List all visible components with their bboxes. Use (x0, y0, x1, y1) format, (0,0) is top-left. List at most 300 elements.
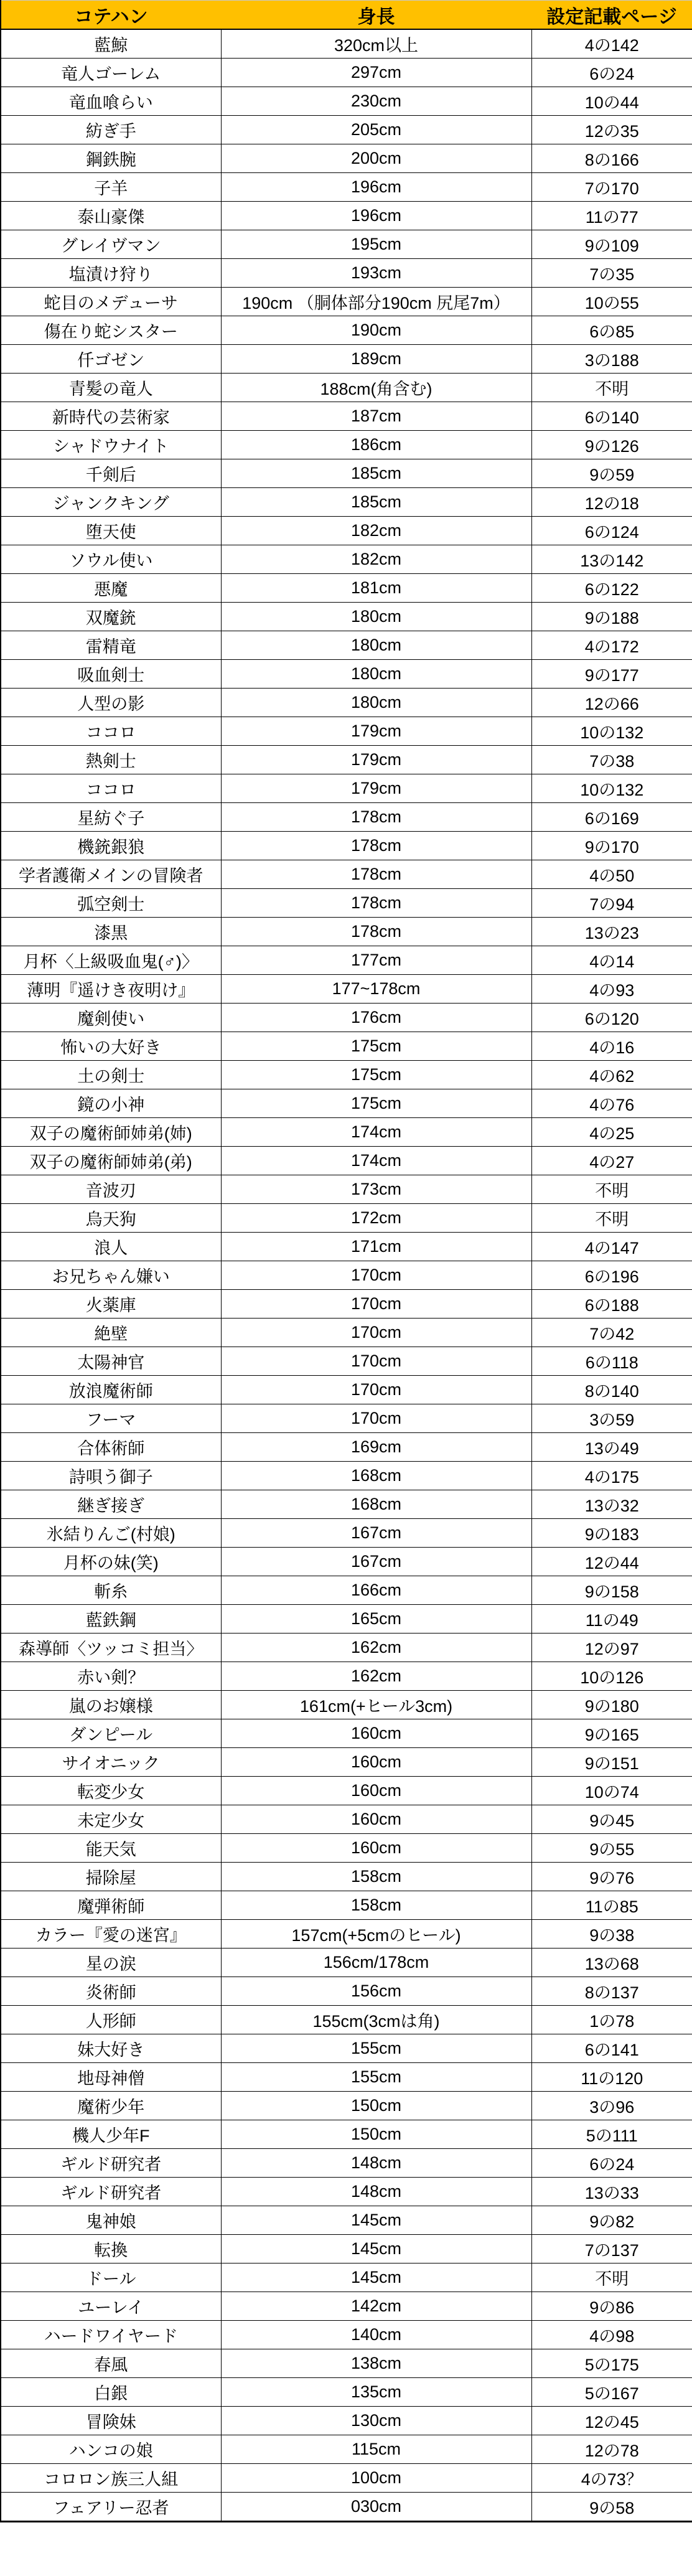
cell-kotehan: 森導師〈ツッコミ担当〉 (1, 1634, 221, 1662)
cell-kotehan: ハンコの娘 (1, 2435, 221, 2464)
cell-height: 156cm/178cm (221, 1948, 531, 1977)
cell-page: 10の74 (531, 1777, 692, 1805)
table-row (1, 1175, 692, 1204)
cell-kotehan: 太陽神官 (1, 1347, 221, 1376)
table-row (1, 774, 692, 803)
table-row (1, 1261, 692, 1290)
cell-kotehan: 機人少年F (1, 2120, 221, 2149)
table-row (1, 1977, 692, 2006)
cell-height: 170cm (221, 1347, 531, 1376)
cell-kotehan: 蛇目のメデューサ (1, 288, 221, 316)
cell-kotehan: 魔剣使い (1, 1004, 221, 1032)
table-row (1, 717, 692, 746)
table-row (1, 2493, 692, 2522)
cell-height: 165cm (221, 1605, 531, 1634)
cell-page: 6の85 (531, 316, 692, 345)
cell-kotehan: 浪人 (1, 1233, 221, 1261)
cell-height: 170cm (221, 1290, 531, 1319)
table-row (1, 1204, 692, 1233)
cell-height: 196cm (221, 173, 531, 202)
cell-height: 150cm (221, 2092, 531, 2120)
cell-kotehan: 赤い剣？ (1, 1662, 221, 1691)
table-row (1, 1605, 692, 1634)
table-row (1, 1920, 692, 1948)
cell-height: 168cm (221, 1490, 531, 1519)
table-row (1, 1948, 692, 1977)
cell-height: 160cm (221, 1805, 531, 1834)
cell-height: 138cm (221, 2349, 531, 2378)
cell-height: 162cm (221, 1662, 531, 1691)
cell-page: 4の16 (531, 1032, 692, 1061)
cell-kotehan: コロロン族三人組 (1, 2464, 221, 2493)
cell-kotehan: ギルド研究者 (1, 2149, 221, 2178)
cell-height: 230cm (221, 87, 531, 116)
table-row (1, 660, 692, 689)
cell-height: 166cm (221, 1576, 531, 1605)
table-row (1, 631, 692, 660)
cell-page: 9の165 (531, 1719, 692, 1748)
table-row (1, 316, 692, 345)
table-row (1, 1662, 692, 1691)
cell-page: 4の27 (531, 1147, 692, 1175)
table-row (1, 116, 692, 144)
cell-kotehan: 放浪魔術師 (1, 1376, 221, 1404)
cell-kotehan: 子羊 (1, 173, 221, 202)
cell-page: 9の177 (531, 660, 692, 689)
table-row (1, 1490, 692, 1519)
cell-page: 6の24 (531, 59, 692, 87)
cell-kotehan: 紡ぎ手 (1, 116, 221, 144)
cell-page: 12の78 (531, 2435, 692, 2464)
table-row (1, 488, 692, 517)
cell-page: 7の94 (531, 889, 692, 918)
cell-height: 320cm以上 (221, 29, 531, 59)
cell-height: 160cm (221, 1834, 531, 1863)
cell-kotehan: 泰山豪傑 (1, 202, 221, 230)
cell-height: 185cm (221, 488, 531, 517)
table-row (1, 889, 692, 918)
cell-page: 1の78 (531, 2006, 692, 2034)
cell-height: 135cm (221, 2378, 531, 2407)
table-row (1, 2235, 692, 2263)
cell-height: 030cm (221, 2493, 531, 2522)
cell-page: 13の33 (531, 2178, 692, 2206)
cell-kotehan: 魔術少年 (1, 2092, 221, 2120)
cell-page: 3の59 (531, 1404, 692, 1433)
table-row (1, 2378, 692, 2407)
table-row (1, 1032, 692, 1061)
table-row (1, 87, 692, 116)
cell-page: 6の120 (531, 1004, 692, 1032)
table-row (1, 1376, 692, 1404)
table-row (1, 1576, 692, 1605)
cell-height: 178cm (221, 889, 531, 918)
cell-height: 180cm (221, 631, 531, 660)
cell-kotehan: ソウル使い (1, 545, 221, 574)
cell-kotehan: サイオニック (1, 1748, 221, 1777)
cell-page: 6の196 (531, 1261, 692, 1290)
table-body (1, 29, 692, 2522)
cell-height: 157cm(+5cmのヒール) (221, 1920, 531, 1948)
cell-height: 176cm (221, 1004, 531, 1032)
table-row (1, 431, 692, 459)
cell-page: 9の45 (531, 1805, 692, 1834)
table-row (1, 1777, 692, 1805)
table-row (1, 574, 692, 603)
cell-page: 9の126 (531, 431, 692, 459)
table-row (1, 288, 692, 316)
cell-height: 158cm (221, 1891, 531, 1920)
table-row (1, 29, 692, 59)
cell-height: 160cm (221, 1748, 531, 1777)
table-row (1, 1347, 692, 1376)
cell-height: 200cm (221, 144, 531, 173)
cell-page: 9の180 (531, 1691, 692, 1719)
table-row (1, 918, 692, 946)
cell-height: 182cm (221, 545, 531, 574)
cell-height: 188cm(角含む) (221, 374, 531, 402)
cell-height: 171cm (221, 1233, 531, 1261)
table-row (1, 1404, 692, 1433)
table-row (1, 1691, 692, 1719)
table-row (1, 1719, 692, 1748)
cell-kotehan: 掃除屋 (1, 1863, 221, 1891)
cell-kotehan: 鋼鉄腕 (1, 144, 221, 173)
cell-height: 178cm (221, 803, 531, 832)
cell-kotehan: 星紡ぐ子 (1, 803, 221, 832)
cell-page: 6の124 (531, 517, 692, 545)
table-row (1, 2263, 692, 2292)
cell-height: 161cm(+ヒール3cm) (221, 1691, 531, 1719)
cell-page: 13の32 (531, 1490, 692, 1519)
cell-kotehan: 月杯の妹(笑) (1, 1548, 221, 1576)
cell-kotehan: フーマ (1, 1404, 221, 1433)
table-row (1, 144, 692, 173)
cell-height: 172cm (221, 1204, 531, 1233)
cell-page: 10の132 (531, 774, 692, 803)
table-row (1, 374, 692, 402)
table-row (1, 2321, 692, 2349)
table-row (1, 1290, 692, 1319)
cell-page: 13の68 (531, 1948, 692, 1977)
cell-page: 5の167 (531, 2378, 692, 2407)
cell-height: 167cm (221, 1519, 531, 1548)
table-row (1, 1519, 692, 1548)
cell-page: 11の49 (531, 1605, 692, 1634)
cell-kotehan: 熱剣士 (1, 746, 221, 774)
table-row (1, 1834, 692, 1863)
cell-kotehan: 能天気 (1, 1834, 221, 1863)
cell-height: 148cm (221, 2178, 531, 2206)
cell-height: 297cm (221, 59, 531, 87)
table-row (1, 1089, 692, 1118)
cell-kotehan: 斬糸 (1, 1576, 221, 1605)
cell-kotehan: 怖いの大好き (1, 1032, 221, 1061)
table-row (1, 230, 692, 259)
cell-kotehan: ギルド研究者 (1, 2178, 221, 2206)
cell-height: 195cm (221, 230, 531, 259)
table-row (1, 2464, 692, 2493)
cell-page: 10の126 (531, 1662, 692, 1691)
column-header-page: 設定記載ページ (531, 1, 692, 30)
cell-page: 4の76 (531, 1089, 692, 1118)
cell-kotehan: 悪魔 (1, 574, 221, 603)
cell-kotehan: 塩漬け狩り (1, 259, 221, 288)
cell-page: 6の122 (531, 574, 692, 603)
cell-page: 5の175 (531, 2349, 692, 2378)
cell-page: 7の35 (531, 259, 692, 288)
cell-kotehan: 音波刃 (1, 1175, 221, 1204)
cell-page: 9の183 (531, 1519, 692, 1548)
cell-page: 4の62 (531, 1061, 692, 1089)
cell-page: 4の175 (531, 1462, 692, 1490)
cell-page: 4の98 (531, 2321, 692, 2349)
cell-height: 205cm (221, 116, 531, 144)
table-row (1, 1863, 692, 1891)
table-row (1, 2292, 692, 2321)
cell-kotehan: 転換 (1, 2235, 221, 2263)
table-row (1, 1004, 692, 1032)
cell-kotehan: ユーレイ (1, 2292, 221, 2321)
table-row (1, 2092, 692, 2120)
table-row (1, 459, 692, 488)
cell-kotehan: 嵐のお嬢様 (1, 1691, 221, 1719)
cell-page: 12の35 (531, 116, 692, 144)
cell-kotehan: 藍鯨 (1, 29, 221, 59)
cell-kotehan: 星の涙 (1, 1948, 221, 1977)
cell-height: 190cm (221, 316, 531, 345)
cell-kotehan: 人形師 (1, 2006, 221, 2034)
cell-height: 150cm (221, 2120, 531, 2149)
cell-page: 11の85 (531, 1891, 692, 1920)
table-row (1, 517, 692, 545)
cell-page: 10の132 (531, 717, 692, 746)
cell-height: 155cm (221, 2063, 531, 2092)
cell-height: 181cm (221, 574, 531, 603)
cell-page: 9の109 (531, 230, 692, 259)
cell-height: 170cm (221, 1404, 531, 1433)
cell-page: 9の86 (531, 2292, 692, 2321)
cell-page: 不明 (531, 1204, 692, 1233)
cell-height: 160cm (221, 1777, 531, 1805)
table-row (1, 2063, 692, 2092)
cell-height: 115cm (221, 2435, 531, 2464)
cell-height: 175cm (221, 1032, 531, 1061)
cell-height: 190cm （胴体部分190cm 尻尾7m） (221, 288, 531, 316)
cell-page: 10の55 (531, 288, 692, 316)
cell-height: 168cm (221, 1462, 531, 1490)
cell-page: 12の66 (531, 689, 692, 717)
cell-kotehan: 月杯〈上級吸血鬼(♂)〉 (1, 946, 221, 975)
cell-page: 6の141 (531, 2034, 692, 2063)
cell-page: 8の137 (531, 1977, 692, 2006)
table-row (1, 1462, 692, 1490)
cell-page: 6の140 (531, 402, 692, 431)
table-row (1, 1805, 692, 1834)
cell-page: 不明 (531, 2263, 692, 2292)
cell-kotehan: ドール (1, 2263, 221, 2292)
table-row (1, 2120, 692, 2149)
table-row (1, 545, 692, 574)
cell-height: 170cm (221, 1376, 531, 1404)
cell-page: 12の97 (531, 1634, 692, 1662)
table-row (1, 603, 692, 631)
cell-kotehan: 炎術師 (1, 1977, 221, 2006)
table-row (1, 173, 692, 202)
cell-page: 7の38 (531, 746, 692, 774)
cell-height: 187cm (221, 402, 531, 431)
table-row (1, 59, 692, 87)
cell-kotehan: 未定少女 (1, 1805, 221, 1834)
cell-height: 182cm (221, 517, 531, 545)
cell-height: 180cm (221, 660, 531, 689)
cell-height: 179cm (221, 717, 531, 746)
table-row (1, 2178, 692, 2206)
cell-page: 7の170 (531, 173, 692, 202)
cell-kotehan: ダンピール (1, 1719, 221, 1748)
cell-page: 8の166 (531, 144, 692, 173)
cell-height: 145cm (221, 2206, 531, 2235)
cell-page: 不明 (531, 1175, 692, 1204)
cell-height: 145cm (221, 2263, 531, 2292)
table-row (1, 803, 692, 832)
cell-kotehan: 竜人ゴーレム (1, 59, 221, 87)
cell-page: 4の50 (531, 860, 692, 889)
cell-kotehan: 弧空剣士 (1, 889, 221, 918)
cell-page: 9の82 (531, 2206, 692, 2235)
cell-kotehan: 竜血喰らい (1, 87, 221, 116)
cell-height: 170cm (221, 1319, 531, 1347)
cell-height: 180cm (221, 689, 531, 717)
cell-page: 13の49 (531, 1433, 692, 1462)
cell-page: 6の188 (531, 1290, 692, 1319)
cell-kotehan: ココロ (1, 717, 221, 746)
cell-page: 9の158 (531, 1576, 692, 1605)
cell-page: 9の170 (531, 832, 692, 860)
table-row (1, 1548, 692, 1576)
cell-kotehan: 詩唄う御子 (1, 1462, 221, 1490)
table-row (1, 832, 692, 860)
cell-kotehan: 地母神僧 (1, 2063, 221, 2092)
cell-kotehan: 吸血剣士 (1, 660, 221, 689)
cell-height: 155cm(3cmは角) (221, 2006, 531, 2034)
table-row (1, 2349, 692, 2378)
cell-height: 186cm (221, 431, 531, 459)
cell-page: 9の55 (531, 1834, 692, 1863)
cell-kotehan: 傷在り蛇シスター (1, 316, 221, 345)
cell-height: 178cm (221, 832, 531, 860)
cell-page: 9の76 (531, 1863, 692, 1891)
cell-page: 4の93 (531, 975, 692, 1004)
cell-page: 5の111 (531, 2120, 692, 2149)
cell-height: 148cm (221, 2149, 531, 2178)
cell-kotehan: 千剣后 (1, 459, 221, 488)
cell-kotehan: 土の剣士 (1, 1061, 221, 1089)
cell-kotehan: シャドウナイト (1, 431, 221, 459)
table-row (1, 1118, 692, 1147)
cell-height: 158cm (221, 1863, 531, 1891)
cell-kotehan: 氷結りんご(村娘) (1, 1519, 221, 1548)
cell-kotehan: カラー『愛の迷宮』 (1, 1920, 221, 1948)
table-row (1, 2435, 692, 2464)
cell-kotehan: 春風 (1, 2349, 221, 2378)
cell-kotehan: 鏡の小神 (1, 1089, 221, 1118)
table-row (1, 402, 692, 431)
cell-height: 140cm (221, 2321, 531, 2349)
cell-height: 160cm (221, 1719, 531, 1748)
table-row (1, 946, 692, 975)
cell-page: 不明 (531, 374, 692, 402)
cell-height: 167cm (221, 1548, 531, 1576)
cell-height: 193cm (221, 259, 531, 288)
column-header-kotehan: コテハン (1, 1, 221, 30)
cell-height: 174cm (221, 1118, 531, 1147)
cell-kotehan: 合体術師 (1, 1433, 221, 1462)
cell-page: 4の142 (531, 29, 692, 59)
cell-page: 11の77 (531, 202, 692, 230)
cell-height: 169cm (221, 1433, 531, 1462)
header-row (1, 1, 692, 30)
cell-kotehan: 青髪の竜人 (1, 374, 221, 402)
cell-height: 156cm (221, 1977, 531, 2006)
cell-height: 174cm (221, 1147, 531, 1175)
cell-kotehan: 新時代の芸術家 (1, 402, 221, 431)
cell-kotehan: 学者護衛メインの冒険者 (1, 860, 221, 889)
cell-height: 178cm (221, 860, 531, 889)
cell-kotehan: 薄明『遥けき夜明け』 (1, 975, 221, 1004)
cell-kotehan: 漆黒 (1, 918, 221, 946)
cell-height: 177~178cm (221, 975, 531, 1004)
cell-height: 175cm (221, 1089, 531, 1118)
table-row (1, 1748, 692, 1777)
cell-page: 9の188 (531, 603, 692, 631)
cell-page: 6の118 (531, 1347, 692, 1376)
cell-page: 10の44 (531, 87, 692, 116)
cell-page: 12の45 (531, 2407, 692, 2435)
cell-kotehan: 魔弾術師 (1, 1891, 221, 1920)
cell-height: 175cm (221, 1061, 531, 1089)
table-row (1, 689, 692, 717)
cell-kotehan: 絶壁 (1, 1319, 221, 1347)
table-row (1, 860, 692, 889)
cell-page: 12の18 (531, 488, 692, 517)
table-row (1, 1319, 692, 1347)
cell-page: 4の172 (531, 631, 692, 660)
cell-kotehan: 冒険妹 (1, 2407, 221, 2435)
cell-kotehan: 人型の影 (1, 689, 221, 717)
cell-page: 9の59 (531, 459, 692, 488)
cell-kotehan: グレイヴマン (1, 230, 221, 259)
cell-page: 4の147 (531, 1233, 692, 1261)
cell-kotehan: 烏天狗 (1, 1204, 221, 1233)
cell-height: 177cm (221, 946, 531, 975)
cell-height: 100cm (221, 2464, 531, 2493)
table-row (1, 2407, 692, 2435)
table-row (1, 1433, 692, 1462)
cell-page: 9の151 (531, 1748, 692, 1777)
cell-height: 189cm (221, 345, 531, 374)
cell-page: 7の42 (531, 1319, 692, 1347)
table-row (1, 975, 692, 1004)
cell-height: 155cm (221, 2034, 531, 2063)
table-row (1, 202, 692, 230)
cell-height: 145cm (221, 2235, 531, 2263)
cell-height: 185cm (221, 459, 531, 488)
cell-page: 4の25 (531, 1118, 692, 1147)
cell-height: 178cm (221, 918, 531, 946)
column-header-height: 身長 (221, 1, 531, 30)
cell-height: 179cm (221, 774, 531, 803)
